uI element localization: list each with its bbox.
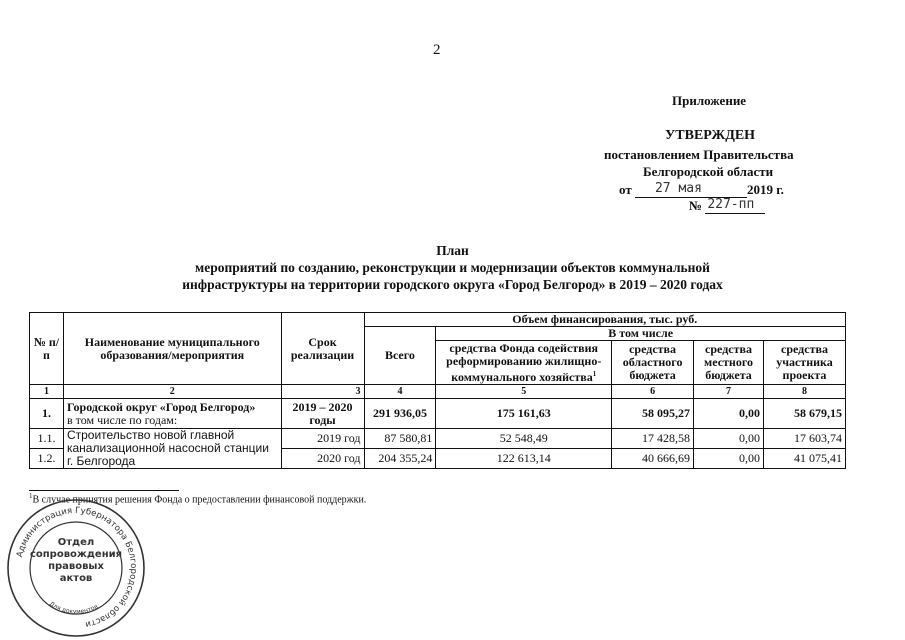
date-blank (635, 181, 747, 198)
header-fund-sup: 1 (592, 369, 597, 378)
header-volume: Объем финансирования, тыс. руб. (364, 313, 846, 327)
row-term: 2019 – 2020 годы (281, 399, 364, 429)
footnote-rule (29, 490, 179, 491)
col-index-8: 8 (763, 385, 845, 399)
row-num: 1.2. (30, 449, 64, 469)
row-num: 1. (30, 399, 64, 429)
decree-date-line (619, 182, 784, 198)
header-total: Всего (364, 327, 436, 385)
official-stamp (5, 497, 147, 639)
stamp-ring-text: Администрация Губернатора Белгородской области (15, 505, 139, 630)
footnote-sup: 1 (29, 492, 33, 500)
date-prefix: от (619, 182, 632, 197)
table-row (30, 429, 846, 449)
document-subtitle-line1: мероприятий по созданию, реконструкции и модернизации объектов коммунальной (195, 260, 710, 275)
appendix-label: Приложение (672, 93, 747, 108)
stamp-center-line2: сопровождения (29, 549, 123, 560)
row-term: 2020 год (281, 449, 364, 469)
header-fund-text: средства Фонда содействия реформированию жилищно-коммунального хозяйства (446, 340, 602, 384)
row-fund: 52 548,49 (436, 429, 612, 449)
document-subtitle-line2: инфраструктуры на территории городского округа «Город Белгород» в 2019 – 2020 годах (182, 277, 723, 292)
column-index-row (30, 385, 846, 399)
row-participant: 17 603,74 (763, 429, 845, 449)
col-index-4: 4 (364, 385, 436, 399)
col-index-1: 1 (30, 385, 64, 399)
stamp-center-line4: актов (59, 573, 93, 584)
header-fund (436, 341, 612, 385)
stamp-center-line3: правовых (48, 561, 104, 572)
row-local: 0,00 (694, 399, 764, 429)
footnote-text: В случае принятия решения Фонда о предоставлении финансовой поддержки. (32, 494, 367, 506)
plan-table (29, 312, 846, 469)
row-name-rest: в том числе по годам: (66, 412, 178, 427)
col-index-3: 3 (281, 385, 364, 399)
col-index-7: 7 (694, 385, 764, 399)
header-num: № п/п (30, 313, 64, 385)
row-local: 0,00 (694, 449, 764, 469)
row-participant: 41 075,41 (763, 449, 845, 469)
row-name-bold: Городской округ «Город Белгород» (66, 399, 256, 414)
document-title: План (436, 243, 469, 258)
decree-line-1: постановлением Правительства (604, 147, 794, 162)
header-local: средства местного бюджета (694, 341, 764, 385)
number-handwritten: 227-пп (707, 197, 755, 212)
header-name: Наименование муниципального образования/мероприятия (63, 313, 281, 385)
date-suffix: 2019 г. (746, 182, 784, 197)
header-including: В том числе (436, 327, 846, 341)
row-total: 291 936,05 (364, 399, 436, 429)
row-term: 2019 год (281, 429, 364, 449)
row-fund: 122 613,14 (436, 449, 612, 469)
row-merged-name: Строительство новой главной канализационной насосной станции г. Белгорода (63, 429, 281, 469)
row-local: 0,00 (694, 429, 764, 449)
col-index-6: 6 (612, 385, 694, 399)
decree-line-2: Белгородской области (643, 164, 774, 179)
row-total: 204 355,24 (364, 449, 436, 469)
col-index-2: 2 (63, 385, 281, 399)
row-total: 87 580,81 (364, 429, 436, 449)
row-regional: 17 428,58 (612, 429, 694, 449)
decree-number-line (689, 198, 765, 214)
row-fund: 175 161,63 (436, 399, 612, 429)
number-prefix: № (689, 198, 703, 213)
header-participant: средства участника проекта (763, 341, 845, 385)
row-regional: 40 666,69 (612, 449, 694, 469)
header-term: Срок реализации (281, 313, 364, 385)
page-number: 2 (433, 42, 441, 58)
approved-label: УТВЕРЖДЕН (665, 128, 756, 143)
number-blank (705, 197, 765, 214)
row-num: 1.1. (30, 429, 64, 449)
stamp-center-line1: Отдел (57, 537, 95, 548)
header-regional: средства областного бюджета (612, 341, 694, 385)
row-name (63, 399, 281, 429)
header-row-1 (30, 313, 846, 327)
date-handwritten: 27 мая (654, 181, 702, 196)
table-row (30, 399, 846, 429)
row-participant: 58 679,15 (763, 399, 845, 429)
row-regional: 58 095,27 (612, 399, 694, 429)
stamp-bottom-text: Для документов (47, 600, 100, 616)
col-index-5: 5 (436, 385, 612, 399)
